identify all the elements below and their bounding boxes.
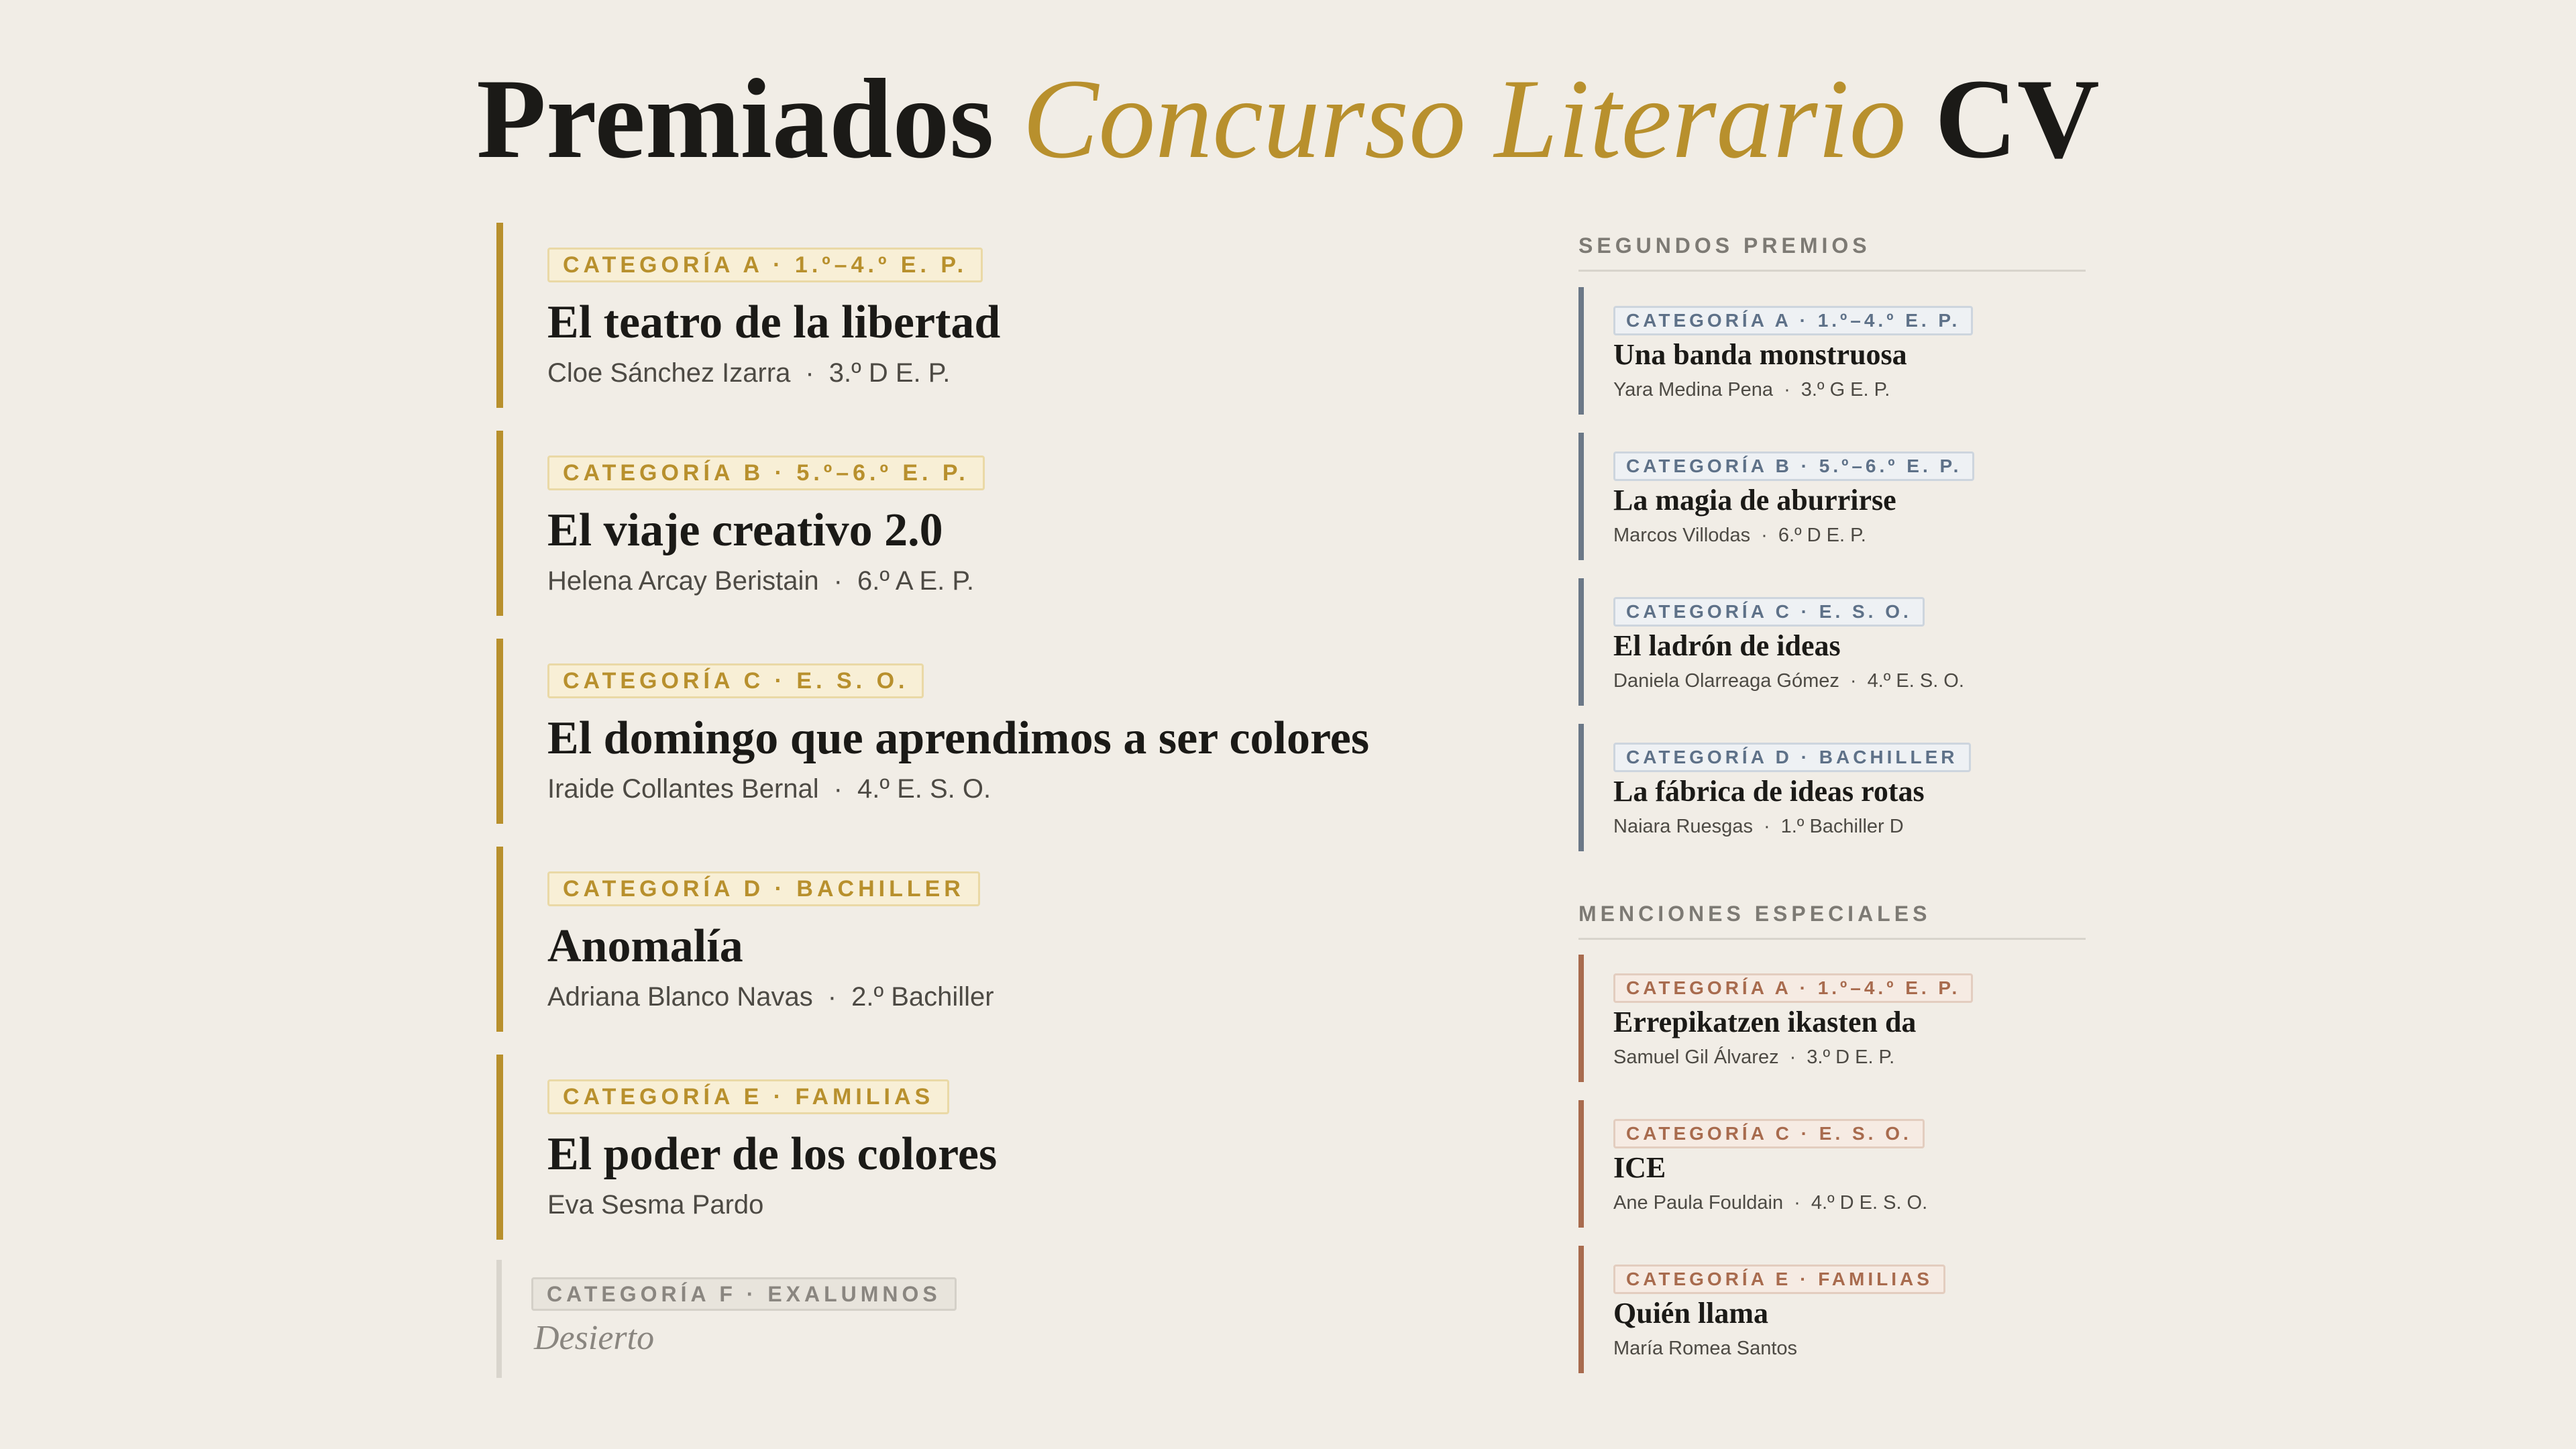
category-badge: CATEGORÍA B · 5.º–6.º E. P. bbox=[547, 455, 985, 490]
second-prize-card[interactable] bbox=[1578, 578, 2088, 706]
category-badge: CATEGORÍA C · E. S. O. bbox=[1613, 597, 1925, 627]
work-title: Errepikatzen ikasten da bbox=[1613, 1006, 1917, 1038]
first-prize-card[interactable] bbox=[496, 431, 1503, 616]
second-prize-card[interactable] bbox=[1578, 433, 2088, 560]
second-prize-card[interactable] bbox=[1578, 287, 2088, 415]
category-badge: CATEGORÍA E · FAMILIAS bbox=[1613, 1265, 1945, 1294]
first-prize-card[interactable] bbox=[496, 223, 1503, 408]
title-suffix: CV bbox=[1935, 56, 2100, 182]
work-meta bbox=[547, 1187, 763, 1222]
work-meta bbox=[1613, 377, 1890, 402]
course: 6.º A E. P. bbox=[857, 566, 974, 596]
course: 3.º G E. P. bbox=[1801, 379, 1890, 400]
course: 4.º E. S. O. bbox=[1867, 670, 1964, 692]
work-title: El poder de los colores bbox=[547, 1128, 998, 1180]
category-badge: CATEGORÍA C · E. S. O. bbox=[547, 663, 924, 698]
author-name: Helena Arcay Beristain bbox=[547, 566, 819, 596]
category-badge: CATEGORÍA B · 5.º–6.º E. P. bbox=[1613, 451, 1974, 481]
work-meta bbox=[1613, 1336, 1797, 1361]
author-name: Samuel Gil Álvarez bbox=[1613, 1046, 1779, 1068]
deserted-label: Desierto bbox=[534, 1319, 655, 1357]
category-badge: CATEGORÍA D · BACHILLER bbox=[1613, 743, 1971, 772]
work-title: El viaje creativo 2.0 bbox=[547, 504, 943, 556]
work-title: El domingo que aprendimos a ser colores bbox=[547, 712, 1370, 764]
separator: · bbox=[1784, 379, 1790, 400]
work-meta bbox=[547, 979, 994, 1014]
course: 3.º D E. P. bbox=[828, 358, 951, 388]
second-prizes-header: SEGUNDOS PREMIOS bbox=[1578, 232, 2086, 272]
special-mention-card[interactable] bbox=[1578, 955, 2088, 1082]
work-title: El ladrón de ideas bbox=[1613, 629, 1841, 662]
separator: · bbox=[1789, 1046, 1796, 1068]
author-name: Yara Medina Pena bbox=[1613, 379, 1774, 400]
course: 6.º D E. P. bbox=[1778, 525, 1866, 546]
work-meta bbox=[1613, 1190, 1927, 1216]
work-meta bbox=[1613, 1044, 1894, 1070]
work-title: Anomalía bbox=[547, 920, 743, 972]
separator: · bbox=[1763, 816, 1770, 837]
work-meta bbox=[1613, 668, 1964, 694]
special-mention-card[interactable] bbox=[1578, 1100, 2088, 1228]
second-prize-card[interactable] bbox=[1578, 724, 2088, 851]
first-prize-card[interactable] bbox=[496, 1055, 1503, 1240]
separator: · bbox=[805, 358, 814, 388]
special-mentions-list bbox=[1578, 955, 2088, 1391]
second-prizes-list bbox=[1578, 287, 2088, 869]
page-title bbox=[0, 55, 2576, 182]
work-meta bbox=[547, 356, 950, 390]
author-name: María Romea Santos bbox=[1613, 1338, 1798, 1359]
category-badge: CATEGORÍA C · E. S. O. bbox=[1613, 1119, 1925, 1148]
title-main: Premiados bbox=[476, 56, 994, 182]
first-prize-card[interactable] bbox=[496, 847, 1503, 1032]
separator: · bbox=[1849, 670, 1857, 692]
deserted-category-card bbox=[496, 1260, 1503, 1378]
author-name: Iraide Collantes Bernal bbox=[547, 774, 819, 804]
separator: · bbox=[827, 982, 837, 1012]
work-title: Quién llama bbox=[1613, 1297, 1769, 1330]
special-mention-card[interactable] bbox=[1578, 1246, 2088, 1373]
separator: · bbox=[833, 774, 843, 804]
author-name: Marcos Villodas bbox=[1613, 525, 1751, 546]
title-contest-name: Concurso Literario bbox=[1022, 56, 1907, 182]
work-meta bbox=[547, 564, 974, 598]
author-name: Cloe Sánchez Izarra bbox=[547, 358, 791, 388]
author-name: Ane Paula Fouldain bbox=[1613, 1192, 1784, 1214]
author-name: Naiara Ruesgas bbox=[1613, 816, 1753, 837]
author-name: Daniela Olarreaga Gómez bbox=[1613, 670, 1839, 692]
first-prizes-list bbox=[496, 223, 1503, 1378]
author-name: Eva Sesma Pardo bbox=[547, 1190, 764, 1220]
course: 2.º Bachiller bbox=[851, 982, 994, 1012]
special-mentions-header: MENCIONES ESPECIALES bbox=[1578, 900, 2086, 940]
course: 4.º D E. S. O. bbox=[1811, 1192, 1928, 1214]
separator: · bbox=[1794, 1192, 1801, 1214]
category-badge: CATEGORÍA A · 1.º–4.º E. P. bbox=[547, 248, 983, 282]
work-title: La fábrica de ideas rotas bbox=[1613, 775, 1925, 808]
course: 1.º Bachiller D bbox=[1780, 816, 1904, 837]
work-title: La magia de aburrirse bbox=[1613, 484, 1896, 517]
first-prize-card[interactable] bbox=[496, 639, 1503, 824]
work-title: Una banda monstruosa bbox=[1613, 338, 1907, 371]
work-meta bbox=[1613, 814, 1904, 839]
category-badge: CATEGORÍA A · 1.º–4.º E. P. bbox=[1613, 973, 1973, 1003]
separator: · bbox=[1761, 525, 1768, 546]
course: 3.º D E. P. bbox=[1807, 1046, 1895, 1068]
work-meta bbox=[547, 771, 991, 806]
course: 4.º E. S. O. bbox=[857, 774, 991, 804]
category-badge: CATEGORÍA D · BACHILLER bbox=[547, 871, 980, 906]
category-badge: CATEGORÍA E · FAMILIAS bbox=[547, 1079, 949, 1114]
work-title: ICE bbox=[1613, 1151, 1666, 1184]
category-badge: CATEGORÍA A · 1.º–4.º E. P. bbox=[1613, 306, 1973, 335]
category-badge: CATEGORÍA F · EXALUMNOS bbox=[531, 1277, 957, 1311]
work-meta bbox=[1613, 523, 1866, 548]
author-name: Adriana Blanco Navas bbox=[547, 982, 813, 1012]
work-title: El teatro de la libertad bbox=[547, 297, 1001, 348]
separator: · bbox=[833, 566, 843, 596]
